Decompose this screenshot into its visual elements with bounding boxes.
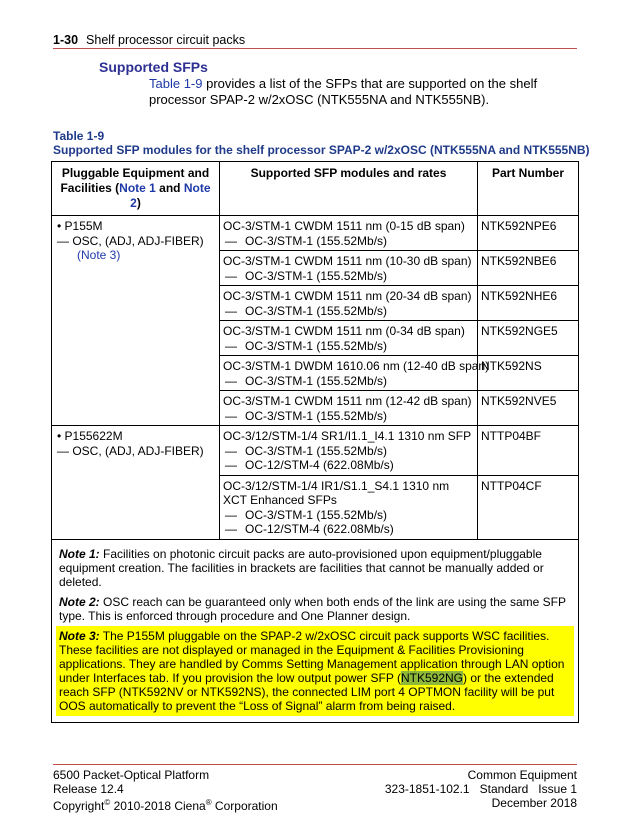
note-2: Note 2: OSC reach can be guaranteed only when both ends of the link are using the same SFP type. This is enforced through procedure and One Planner design. bbox=[59, 594, 566, 623]
part-cell: NTTP04BF bbox=[478, 426, 579, 476]
equipment-cell-p155m: • P155M — OSC, (ADJ, ADJ-FIBER) (Note 3) bbox=[52, 216, 220, 426]
footer-category: Common Equipment bbox=[467, 768, 577, 782]
header-modules: Supported SFP modules and rates bbox=[220, 162, 478, 216]
part-cell: NTK592NPE6 bbox=[478, 216, 579, 251]
table-caption-title: Supported SFP modules for the shelf processor SPAP-2 w/2xOSC (NTK555NA and NTK555NB) bbox=[53, 143, 590, 157]
note-3: Note 3: The P155M pluggable on the SPAP-2 w/2xOSC circuit pack supports WSC facilities. These facilities are not displayed or managed in the Equipment & Facilities Provisioning applications. They are handled by Comms Setting Management application through LAN option under Interfaces tab. If you provision the low output power SFP (NTK592NG) or the extended reach SFP (NTK592NV or NTK592NS), the connected LIM port 4 OPTMON facility will be put OOS automatically to prevent the “Loss of Signal” alarm from being raised. bbox=[56, 626, 574, 716]
part-cell: NTK592NBE6 bbox=[478, 251, 579, 286]
footer-product: 6500 Packet-Optical Platform bbox=[53, 768, 210, 782]
part-cell: NTK592NS bbox=[478, 356, 579, 391]
module-cell: OC-3/12/STM-1/4 SR1/I1.1_I4.1 1310 nm SFP — OC-3/STM-1 (155.52Mb/s) — OC-12/STM-4 (622.08Mb/s) bbox=[220, 426, 478, 476]
module-cell: OC-3/STM-1 CWDM 1511 nm (10-30 dB span) — OC-3/STM-1 (155.52Mb/s) bbox=[220, 251, 478, 286]
notes-row bbox=[52, 539, 579, 722]
note-1: Note 1: Facilities on photonic circuit packs are auto-provisioned upon equipment/pluggable equipment creation. The facilities in brackets are facilities that cannot be manually added or deleted. bbox=[59, 546, 544, 589]
part-cell: NTK592NVE5 bbox=[478, 391, 579, 426]
header-equipment: Pluggable Equipment and Facilities (Note 1 and Note 2) bbox=[52, 162, 220, 216]
module-cell: OC-3/12/STM-1/4 IR1/S1.1_S4.1 1310 nm XCT Enhanced SFPs — OC-3/STM-1 (155.52Mb/s) — OC-12/STM-4 (622.08Mb/s) bbox=[220, 475, 478, 539]
table-caption-number: Table 1-9 bbox=[53, 129, 105, 143]
header-title: Shelf processor circuit packs bbox=[86, 33, 246, 47]
running-header bbox=[53, 33, 577, 47]
module-cell: OC-3/STM-1 CWDM 1511 nm (20-34 dB span) — OC-3/STM-1 (155.52Mb/s) bbox=[220, 286, 478, 321]
table-row bbox=[52, 216, 579, 251]
section-intro: Table 1-9 provides a list of the SFPs that are supported on the shelf processor SPAP-2 w/2xOSC (NTK555NA and NTK555NB). bbox=[149, 76, 538, 107]
section-title: Supported SFPs bbox=[99, 59, 208, 75]
part-cell: NTK592NHE6 bbox=[478, 286, 579, 321]
highlighted-part-number: NTK592NG bbox=[400, 670, 463, 685]
footer-left bbox=[53, 768, 278, 813]
footer-date: December 2018 bbox=[491, 796, 577, 810]
footer-doc-number: 323-1851-102.1 Standard Issue 1 bbox=[384, 782, 577, 796]
footer-rule bbox=[53, 764, 577, 765]
table-header-row bbox=[52, 162, 579, 216]
header-rule bbox=[53, 48, 577, 49]
page-number: 1-30 bbox=[53, 33, 79, 47]
sfp-table bbox=[51, 161, 579, 723]
part-cell: NTTP04CF bbox=[478, 475, 579, 539]
equipment-cell-p155622m: • P155622M — OSC, (ADJ, ADJ-FIBER) bbox=[52, 426, 220, 540]
footer-right bbox=[385, 768, 577, 810]
footer-release: Release 12.4 bbox=[53, 782, 124, 796]
table-row bbox=[52, 426, 579, 476]
part-cell: NTK592NGE5 bbox=[478, 321, 579, 356]
footer-copyright: Copyright© 2010-2018 Ciena® Corporation bbox=[53, 798, 278, 813]
note3-link[interactable]: (Note 3) bbox=[77, 248, 121, 262]
module-cell: OC-3/STM-1 CWDM 1511 nm (0-34 dB span) — OC-3/STM-1 (155.52Mb/s) bbox=[220, 321, 478, 356]
module-cell: OC-3/STM-1 CWDM 1511 nm (0-15 dB span) — OC-3/STM-1 (155.52Mb/s) bbox=[220, 216, 478, 251]
module-cell: OC-3/STM-1 DWDM 1610.06 nm (12-40 dB span) — OC-3/STM-1 (155.52Mb/s) bbox=[220, 356, 478, 391]
header-part-number: Part Number bbox=[478, 162, 579, 216]
table-link[interactable]: Table 1-9 bbox=[149, 76, 203, 91]
notes-cell bbox=[52, 539, 579, 722]
note2-link[interactable]: Note 2 bbox=[130, 181, 211, 210]
module-cell: OC-3/STM-1 CWDM 1511 nm (12-42 dB span) — OC-3/STM-1 (155.52Mb/s) bbox=[220, 391, 478, 426]
note1-link[interactable]: Note 1 bbox=[119, 181, 156, 195]
